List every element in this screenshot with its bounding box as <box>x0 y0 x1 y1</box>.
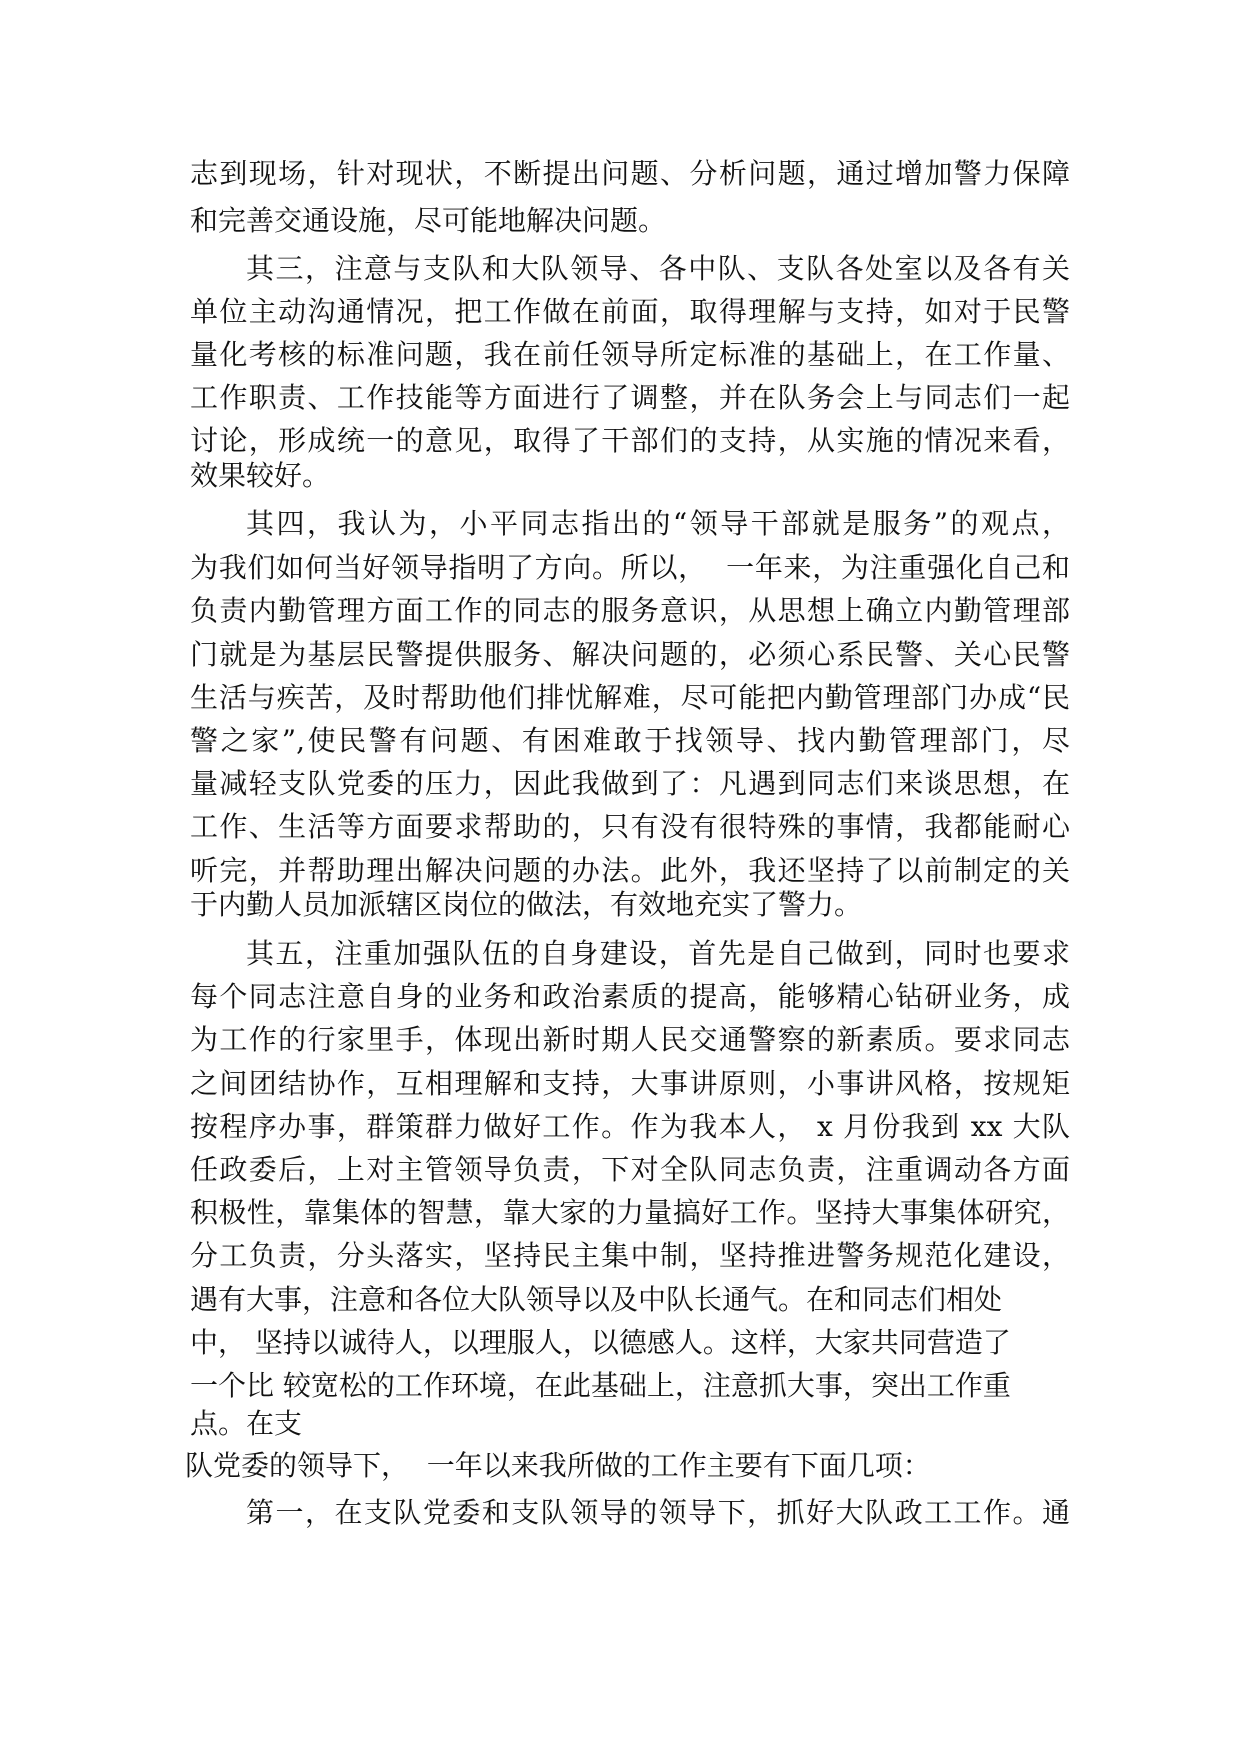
text-line: 门就是为基层民警提供服务、解决问题的，必须心系民警、关心民警 <box>190 638 1070 671</box>
text-line: 生活与疾苦，及时帮助他们排忧解难，尽可能把内勤管理部门办成“民 <box>190 681 1070 714</box>
text-line: 为工作的行家里手，体现出新时期人民交通警察的新素质。要求同志 <box>190 1023 1070 1056</box>
text-line: 之间团结协作，互相理解和支持，大事讲原则，小事讲风格，按规矩 <box>190 1067 1070 1100</box>
text-line: 按程序办事，群策群力做好工作。作为我本人， x 月份我到 xx 大队 <box>190 1110 1070 1143</box>
text-line: 为我们如何当好领导指明了方向。所以， 一年来，为注重强化自己和 <box>190 551 1070 584</box>
text-line: 负责内勤管理方面工作的同志的服务意识，从思想上确立内勤管理部 <box>190 594 1070 627</box>
text-line: 中， 坚持以诚待人，以理服人，以德感人。这样，大家共同营造了 <box>190 1326 1011 1359</box>
text-line: 其四，我认为，小平同志指出的“领导干部就是服务”的观点， <box>246 507 1070 540</box>
text-line: 工作职责、工作技能等方面进行了调整，并在队务会上与同志们一起 <box>190 381 1070 414</box>
text-line: 任政委后，上对主管领导负责，下对全队同志负责，注重调动各方面 <box>190 1153 1070 1186</box>
text-line: 志到现场，针对现状，不断提出问题、分析问题，通过增加警力保障 <box>190 157 1070 190</box>
text-line: 听完，并帮助理出解决问题的办法。此外，我还坚持了以前制定的关 <box>190 854 1070 887</box>
text-line: 于内勤人员加派辖区岗位的做法，有效地充实了警力。 <box>190 888 863 921</box>
text-line: 每个同志注意自身的业务和政治素质的提高，能够精心钻研业务，成 <box>190 980 1070 1013</box>
text-line: 讨论，形成统一的意见，取得了干部们的支持，从实施的情况来看， <box>190 424 1070 457</box>
text-line: 第一，在支队党委和支队领导的领导下，抓好大队政工工作。通 <box>246 1496 1070 1529</box>
text-line: 其五，注重加强队伍的自身建设，首先是自己做到，同时也要求 <box>246 937 1070 970</box>
text-line: 工作、生活等方面要求帮助的，只有没有很特殊的事情，我都能耐心 <box>190 810 1070 843</box>
text-line: 警之家”,使民警有问题、有困难敢于找领导、找内勤管理部门，尽 <box>190 724 1070 757</box>
text-line: 点。在支 <box>190 1407 303 1440</box>
text-line: 单位主动沟通情况，把工作做在前面，取得理解与支持，如对于民警 <box>190 295 1070 328</box>
text-line: 其三，注意与支队和大队领导、各中队、支队各处室以及各有关 <box>246 252 1070 285</box>
text-line: 和完善交通设施，尽可能地解决问题。 <box>190 204 667 237</box>
text-line: 一个比 较宽松的工作环境，在此基础上，注意抓大事，突出工作重 <box>190 1369 1011 1402</box>
text-line: 量减轻支队党委的压力，因此我做到了：凡遇到同志们来谈思想，在 <box>190 767 1070 800</box>
text-line: 积极性，靠集体的智慧，靠大家的力量搞好工作。坚持大事集体研究， <box>190 1196 1070 1229</box>
text-line: 队党委的领导下， 一年以来我所做的工作主要有下面几项： <box>185 1449 931 1482</box>
text-line: 遇有大事，注意和各位大队领导以及中队长通气。在和同志们相处 <box>190 1283 1003 1316</box>
text-line: 分工负责，分头落实，坚持民主集中制，坚持推进警务规范化建设， <box>190 1239 1070 1272</box>
text-line: 效果较好。 <box>190 459 331 492</box>
text-line: 量化考核的标准问题，我在前任领导所定标准的基础上，在工作量、 <box>190 338 1070 371</box>
